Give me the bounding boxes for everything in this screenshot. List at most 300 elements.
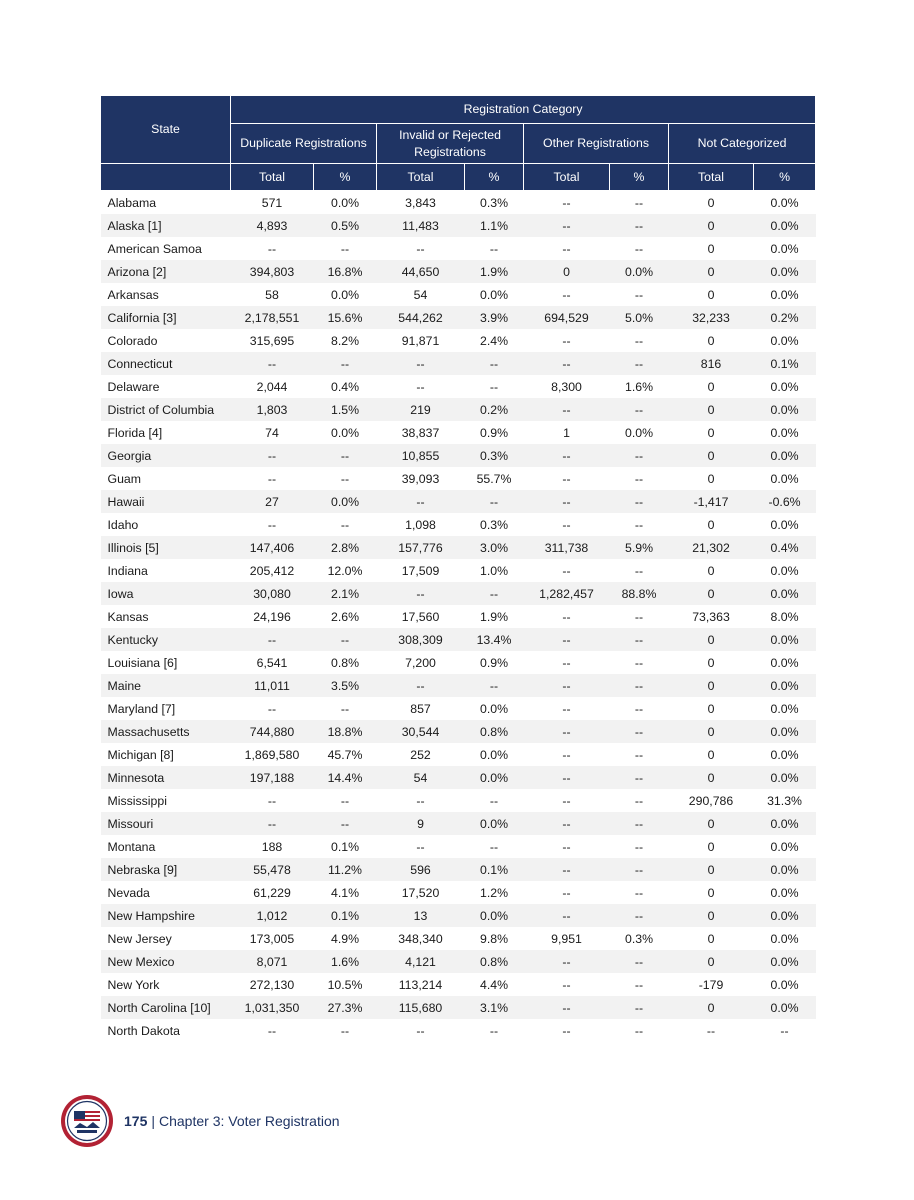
cell-invalid-percent: 0.1% [465, 858, 524, 881]
cell-invalid-total: -- [377, 490, 465, 513]
cell-notcat-percent: 0.0% [770, 885, 799, 900]
cell-dup-percent: 4.9% [330, 931, 360, 946]
cell-notcat-total: 0 [707, 333, 715, 348]
cell-other-total: 8,300 [551, 379, 582, 394]
cell-notcat-total: -1,417 [669, 490, 754, 513]
cell-state: Alaska [1] [101, 214, 231, 237]
table-row [101, 927, 816, 950]
cell-notcat-total: 0 [669, 260, 754, 283]
cell-other-percent: 5.0% [610, 306, 669, 329]
page-footer [60, 1094, 340, 1148]
cell-dup-percent: 0.0% [330, 195, 360, 210]
cell-other-total: -- [524, 214, 610, 237]
cell-dup-percent: -- [340, 241, 350, 256]
cell-other-percent: -- [634, 655, 644, 670]
cell-state: Illinois [5] [101, 536, 231, 559]
cell-state: Iowa [101, 582, 231, 605]
cell-notcat-percent: 0.0% [754, 214, 816, 237]
cell-dup-percent: 15.6% [314, 306, 377, 329]
cell-other-total: -- [524, 674, 610, 697]
cell-notcat-total: 0 [669, 720, 754, 743]
cell-invalid-percent: 1.9% [479, 609, 509, 624]
cell-other-total: -- [524, 628, 610, 651]
cell-notcat-total: 0 [669, 214, 754, 237]
table-body [101, 191, 816, 1043]
cell-state: American Samoa [107, 241, 202, 256]
cell-dup-percent: 1.5% [314, 398, 377, 421]
group-header-duplicate: Duplicate Registrations [231, 124, 377, 164]
cell-dup-percent: 11.2% [314, 858, 377, 881]
cell-notcat-total: 0 [669, 444, 754, 467]
cell-notcat-total: 0 [707, 195, 715, 210]
cell-other-total: -- [562, 977, 571, 992]
cell-state: District of Columbia [101, 398, 231, 421]
cell-state: Delaware [107, 379, 160, 394]
cell-other-total: -- [562, 609, 571, 624]
cell-other-total: -- [562, 333, 571, 348]
table-row [101, 835, 816, 858]
cell-invalid-total: 9 [377, 812, 465, 835]
cell-dup-total: 744,880 [231, 720, 314, 743]
cell-invalid-percent: 2.4% [479, 333, 509, 348]
cell-state: Mississippi [107, 793, 167, 808]
table-row [101, 789, 816, 812]
cell-dup-total: 315,695 [249, 333, 295, 348]
cell-dup-total: -- [231, 352, 314, 375]
cell-other-percent: -- [610, 996, 669, 1019]
cell-dup-total: 27 [231, 490, 314, 513]
cell-other-total: -- [524, 444, 610, 467]
cell-notcat-percent: 0.0% [770, 839, 799, 854]
cell-dup-percent: 2.6% [330, 609, 360, 624]
cell-invalid-percent: -- [489, 379, 499, 394]
cell-dup-percent: 45.7% [327, 747, 363, 762]
subheader-invalid-total: Total [377, 164, 465, 191]
cell-other-total: -- [562, 1023, 571, 1038]
registration-category-header: Registration Category [231, 96, 816, 124]
cell-other-percent: -- [634, 885, 644, 900]
cell-notcat-total: -- [706, 1023, 716, 1038]
cell-notcat-percent: 8.0% [770, 609, 799, 624]
cell-notcat-total: 0 [669, 398, 754, 421]
cell-other-percent: -- [634, 793, 644, 808]
cell-other-total: 694,529 [524, 306, 610, 329]
cell-notcat-percent: -- [780, 1023, 789, 1038]
cell-notcat-total: 0 [707, 931, 715, 946]
cell-other-percent: -- [610, 858, 669, 881]
cell-notcat-total: 0 [669, 812, 754, 835]
cell-dup-total: 197,188 [231, 766, 314, 789]
cell-notcat-total: 21,302 [669, 536, 754, 559]
cell-other-percent: -- [634, 471, 644, 486]
cell-other-percent: 1.6% [624, 379, 654, 394]
cell-dup-total: 1,031,350 [231, 996, 314, 1019]
cell-dup-total: -- [267, 1023, 277, 1038]
cell-dup-total: 147,406 [231, 536, 314, 559]
cell-dup-total: 4,893 [231, 214, 314, 237]
subheader-spacer [101, 164, 231, 191]
cell-invalid-percent: 0.3% [479, 195, 509, 210]
cell-other-percent: -- [634, 517, 644, 532]
cell-other-percent: -- [634, 333, 644, 348]
table-row [101, 996, 816, 1019]
cell-state: Alabama [107, 195, 157, 210]
table-row [101, 628, 816, 651]
cell-invalid-total: 17,509 [401, 563, 440, 578]
cell-notcat-percent: 0.2% [754, 306, 816, 329]
table-row [101, 881, 816, 904]
cell-other-percent: 0.0% [624, 425, 654, 440]
table-row [101, 812, 816, 835]
cell-state: Arizona [2] [101, 260, 231, 283]
cell-notcat-total: 0 [707, 287, 715, 302]
cell-dup-total: 55,478 [231, 858, 314, 881]
cell-dup-total: 8,071 [231, 950, 314, 973]
cell-notcat-total: 0 [669, 674, 754, 697]
cell-invalid-percent: -- [465, 352, 524, 375]
cell-invalid-total: 11,483 [377, 214, 465, 237]
cell-notcat-percent: -0.6% [754, 490, 816, 513]
cell-state: Connecticut [101, 352, 231, 375]
cell-dup-percent: 16.8% [314, 260, 377, 283]
cell-dup-total: 205,412 [249, 563, 295, 578]
cell-notcat-percent: 0.0% [770, 931, 799, 946]
cell-other-total: -- [562, 563, 571, 578]
cell-dup-percent: 0.1% [330, 839, 360, 854]
cell-other-percent: -- [634, 977, 644, 992]
cell-other-percent: -- [634, 195, 644, 210]
cell-other-percent: -- [634, 609, 644, 624]
cell-invalid-total: -- [416, 839, 425, 854]
cell-dup-total: -- [267, 793, 277, 808]
table-row [101, 260, 816, 283]
table-row [101, 421, 816, 444]
cell-invalid-percent: 1.9% [465, 260, 524, 283]
cell-other-percent: -- [634, 747, 644, 762]
cell-invalid-total: -- [416, 1023, 425, 1038]
cell-invalid-percent: 0.0% [479, 287, 509, 302]
cell-notcat-percent: 0.0% [770, 287, 799, 302]
cell-notcat-total: -179 [698, 977, 724, 992]
cell-invalid-total: 157,776 [377, 536, 465, 559]
registration-table [100, 95, 816, 1042]
cell-other-percent: -- [634, 839, 644, 854]
cell-state: Idaho [107, 517, 139, 532]
cell-dup-percent: 2.1% [314, 582, 377, 605]
cell-invalid-percent: 0.8% [465, 950, 524, 973]
cell-dup-percent: 8.2% [330, 333, 360, 348]
table-row [101, 306, 816, 329]
cell-notcat-percent: 0.0% [770, 333, 799, 348]
cell-other-percent: 0.0% [610, 260, 669, 283]
cell-invalid-total: 17,520 [401, 885, 440, 900]
cell-dup-total: 61,229 [253, 885, 291, 900]
cell-invalid-percent: 3.9% [465, 306, 524, 329]
cell-notcat-percent: 0.0% [770, 563, 799, 578]
cell-state: Guam [107, 471, 141, 486]
cell-dup-percent: -- [314, 352, 377, 375]
cell-other-total: -- [524, 858, 610, 881]
cell-notcat-total: 0 [707, 701, 715, 716]
cell-dup-percent: 0.0% [330, 425, 360, 440]
cell-notcat-percent: 0.0% [754, 904, 816, 927]
cell-other-total: -- [524, 996, 610, 1019]
cell-invalid-total: 252 [410, 747, 431, 762]
cell-notcat-percent: 31.3% [767, 793, 802, 808]
cell-invalid-percent: 0.9% [479, 425, 509, 440]
cell-state: Montana [107, 839, 156, 854]
footer-text [124, 1113, 340, 1129]
cell-other-percent: -- [610, 490, 669, 513]
cell-invalid-total: 857 [410, 701, 431, 716]
cell-other-percent: -- [610, 398, 669, 421]
cell-notcat-percent: 0.0% [754, 950, 816, 973]
table-row [101, 375, 816, 398]
cell-other-percent: -- [610, 628, 669, 651]
subheader-notcat-total: Total [669, 164, 754, 191]
table-row [101, 191, 816, 215]
cell-dup-total: 74 [265, 425, 279, 440]
cell-notcat-total: 0 [669, 858, 754, 881]
cell-other-total: -- [562, 701, 571, 716]
cell-state: Florida [4] [107, 425, 163, 440]
table-row [101, 858, 816, 881]
cell-invalid-percent: 0.2% [465, 398, 524, 421]
cell-invalid-total: 17,560 [401, 609, 440, 624]
table-row [101, 605, 816, 628]
cell-notcat-percent: 0.0% [754, 582, 816, 605]
cell-invalid-percent: 0.0% [465, 766, 524, 789]
cell-other-percent: 0.3% [624, 931, 654, 946]
cell-invalid-percent: 0.0% [479, 701, 509, 716]
table-row [101, 352, 816, 375]
cell-notcat-total: 0 [669, 628, 754, 651]
cell-state: North Dakota [107, 1023, 180, 1038]
cell-notcat-percent: 0.0% [754, 628, 816, 651]
table-row [101, 329, 816, 352]
cell-other-total: -- [562, 241, 571, 256]
chapter-title: Chapter 3: Voter Registration [159, 1113, 340, 1129]
state-column-header: State [101, 96, 231, 164]
cell-dup-percent: 4.1% [330, 885, 360, 900]
cell-state: Kansas [107, 609, 149, 624]
cell-invalid-percent: -- [489, 793, 499, 808]
cell-dup-percent: 0.0% [314, 490, 377, 513]
table-row [101, 766, 816, 789]
cell-dup-total: 173,005 [249, 931, 295, 946]
cell-dup-percent: -- [340, 1023, 350, 1038]
cell-invalid-percent: -- [489, 839, 499, 854]
cell-other-total: 0 [524, 260, 610, 283]
cell-notcat-percent: 0.0% [754, 444, 816, 467]
cell-notcat-total: 0 [669, 582, 754, 605]
cell-invalid-total: -- [416, 241, 425, 256]
cell-other-percent: -- [634, 287, 644, 302]
cell-invalid-total: 596 [377, 858, 465, 881]
cell-dup-total: 571 [261, 195, 283, 210]
cell-state: Maine [101, 674, 231, 697]
cell-other-total: -- [524, 490, 610, 513]
cell-notcat-total: 0 [707, 517, 715, 532]
cell-dup-percent: -- [314, 812, 377, 835]
cell-invalid-total: 91,871 [401, 333, 440, 348]
cell-other-total: -- [524, 766, 610, 789]
table-row [101, 398, 816, 421]
cell-notcat-total: 816 [669, 352, 754, 375]
cell-invalid-percent: 1.0% [479, 563, 509, 578]
cell-dup-percent: 0.4% [330, 379, 360, 394]
cell-other-percent: 88.8% [610, 582, 669, 605]
cell-invalid-percent: -- [465, 490, 524, 513]
cell-notcat-percent: 0.0% [770, 425, 799, 440]
cell-dup-percent: -- [314, 444, 377, 467]
cell-invalid-percent: 0.0% [465, 812, 524, 835]
cell-state: California [3] [101, 306, 231, 329]
cell-dup-percent: 0.1% [314, 904, 377, 927]
cell-dup-percent: 0.0% [330, 287, 360, 302]
cell-state: Minnesota [101, 766, 231, 789]
cell-dup-total: 24,196 [253, 609, 291, 624]
subheader-other-percent: % [610, 164, 669, 191]
cell-other-total: -- [562, 655, 571, 670]
cell-invalid-total: 39,093 [401, 471, 440, 486]
cell-state: Colorado [107, 333, 158, 348]
cell-notcat-percent: 0.0% [770, 379, 799, 394]
cell-notcat-percent: 0.0% [754, 398, 816, 421]
cell-notcat-percent: 0.0% [770, 471, 799, 486]
cell-notcat-total: 0 [707, 747, 715, 762]
table-row [101, 582, 816, 605]
cell-notcat-percent: 0.0% [770, 241, 799, 256]
table-row [101, 904, 816, 927]
cell-other-total: -- [562, 885, 571, 900]
cell-other-total: -- [524, 950, 610, 973]
group-header-not-categorized: Not Categorized [669, 124, 816, 164]
cell-notcat-total: 0 [707, 379, 715, 394]
cell-invalid-percent: 13.4% [465, 628, 524, 651]
cell-other-total: -- [562, 793, 571, 808]
cell-other-total: -- [524, 904, 610, 927]
cell-other-percent: -- [634, 241, 644, 256]
cell-other-total: -- [562, 195, 571, 210]
table-row [101, 651, 816, 674]
cell-invalid-percent: 0.3% [479, 517, 509, 532]
cell-notcat-total: 290,786 [688, 793, 734, 808]
table-row [101, 697, 816, 720]
cell-other-total: -- [524, 812, 610, 835]
cell-notcat-percent: 0.0% [754, 720, 816, 743]
cell-notcat-percent: 0.0% [770, 747, 799, 762]
cell-state: Missouri [101, 812, 231, 835]
cell-other-percent: -- [610, 214, 669, 237]
cell-invalid-percent: 0.3% [465, 444, 524, 467]
cell-other-percent: -- [634, 1023, 644, 1038]
table-row [101, 674, 816, 697]
cell-invalid-percent: 1.2% [479, 885, 509, 900]
cell-dup-total: 11,011 [231, 674, 314, 697]
cell-state: Nevada [107, 885, 150, 900]
cell-notcat-total: 0 [707, 563, 715, 578]
cell-invalid-total: -- [416, 793, 425, 808]
cell-state: Hawaii [101, 490, 231, 513]
cell-state: Massachusetts [101, 720, 231, 743]
cell-notcat-total: 0 [707, 885, 715, 900]
cell-state: Indiana [107, 563, 148, 578]
cell-state: North Carolina [10] [101, 996, 231, 1019]
cell-invalid-total: 38,837 [401, 425, 440, 440]
cell-dup-total: -- [231, 812, 314, 835]
cell-notcat-percent: 0.0% [770, 655, 799, 670]
subheader-notcat-percent: % [754, 164, 816, 191]
table-row [101, 467, 816, 490]
cell-state: Georgia [101, 444, 231, 467]
cell-invalid-percent: 9.8% [479, 931, 509, 946]
cell-other-total: -- [524, 352, 610, 375]
cell-state: Nebraska [9] [101, 858, 231, 881]
cell-invalid-total: 30,544 [377, 720, 465, 743]
cell-dup-percent: -- [340, 517, 350, 532]
cell-invalid-percent: 1.1% [465, 214, 524, 237]
cell-dup-total: -- [267, 241, 277, 256]
cell-invalid-total: -- [377, 674, 465, 697]
cell-invalid-total: -- [377, 582, 465, 605]
cell-invalid-percent: -- [465, 674, 524, 697]
cell-invalid-total: 348,340 [398, 931, 443, 946]
group-header-other: Other Registrations [524, 124, 669, 164]
cell-dup-percent: -- [314, 628, 377, 651]
table-row [101, 973, 816, 996]
subheader-duplicate-total: Total [231, 164, 314, 191]
cell-notcat-total: 0 [707, 241, 715, 256]
cell-invalid-total: 10,855 [377, 444, 465, 467]
subheader-other-total: Total [524, 164, 610, 191]
cell-dup-total: 58 [265, 287, 279, 302]
cell-invalid-percent: -- [489, 241, 499, 256]
cell-dup-total: -- [231, 628, 314, 651]
cell-notcat-percent: 0.0% [754, 996, 816, 1019]
cell-dup-total: 2,044 [256, 379, 288, 394]
footer-separator: | [151, 1113, 155, 1129]
cell-state: New Hampshire [101, 904, 231, 927]
cell-invalid-percent: -- [489, 1023, 499, 1038]
cell-invalid-percent: 3.0% [465, 536, 524, 559]
cell-invalid-total: 219 [377, 398, 465, 421]
cell-notcat-total: 32,233 [669, 306, 754, 329]
cell-dup-total: 30,080 [231, 582, 314, 605]
cell-notcat-percent: 0.0% [770, 701, 799, 716]
cell-state: Louisiana [6] [107, 655, 178, 670]
cell-invalid-total: 54 [377, 766, 465, 789]
cell-dup-total: 1,803 [231, 398, 314, 421]
cell-invalid-total: 544,262 [377, 306, 465, 329]
cell-state: Kentucky [101, 628, 231, 651]
cell-dup-percent: 27.3% [314, 996, 377, 1019]
cell-other-total: -- [524, 720, 610, 743]
table-row [101, 720, 816, 743]
cell-notcat-percent: 0.4% [754, 536, 816, 559]
cell-invalid-percent: 55.7% [476, 471, 512, 486]
cell-other-percent: -- [610, 444, 669, 467]
cell-notcat-percent: 0.0% [754, 812, 816, 835]
cell-invalid-percent: 0.8% [465, 720, 524, 743]
cell-other-total: 1 [563, 425, 570, 440]
cell-dup-percent: 0.5% [314, 214, 377, 237]
cell-invalid-total: 115,680 [377, 996, 465, 1019]
cell-dup-percent: 1.6% [314, 950, 377, 973]
cell-other-percent: -- [610, 766, 669, 789]
cell-other-total: -- [562, 517, 571, 532]
cell-dup-total: 1,869,580 [244, 747, 300, 762]
